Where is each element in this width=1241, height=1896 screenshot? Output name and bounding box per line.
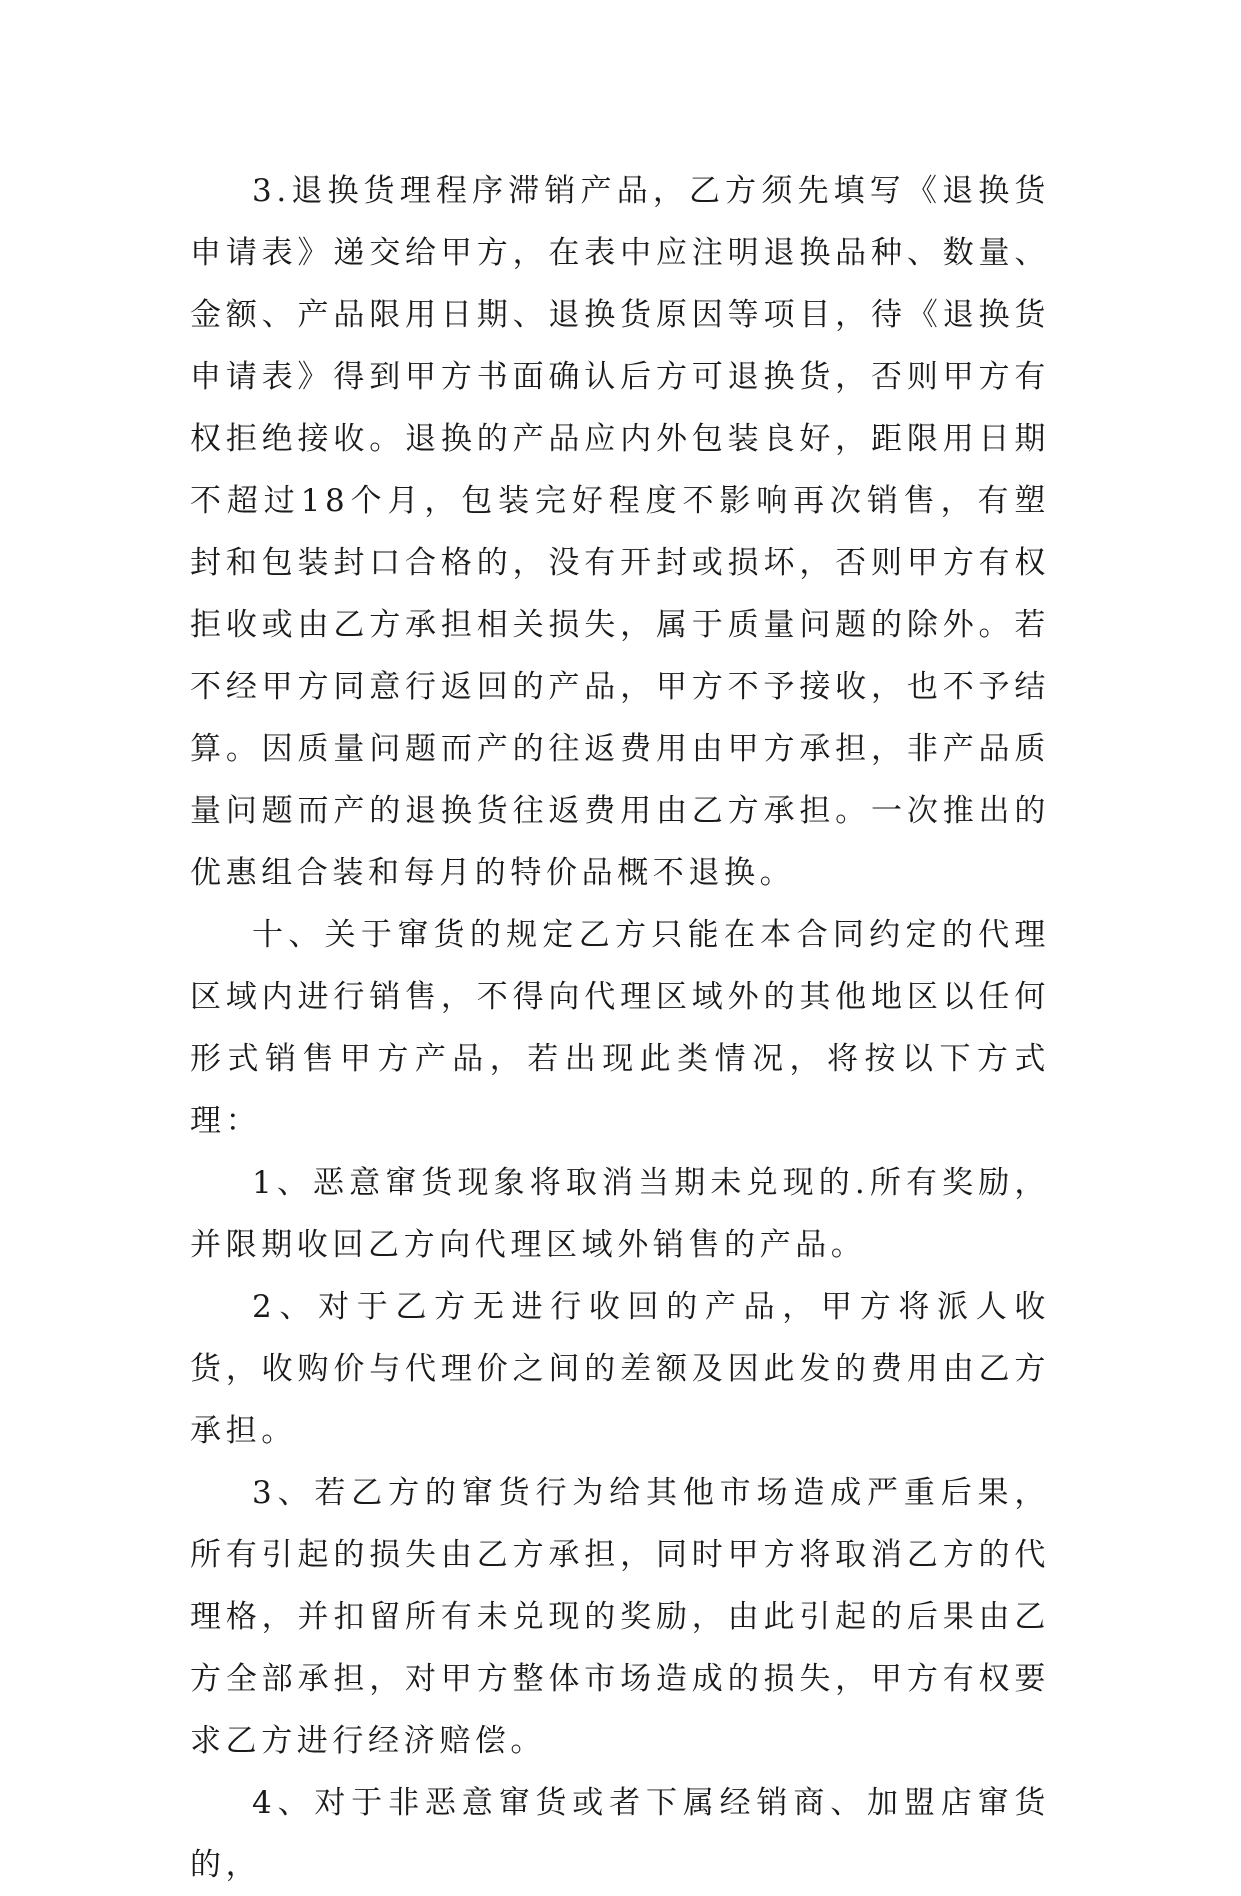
paragraph-cross-region-rules: 十、关于窜货的规定乙方只能在本合同约定的代理区域内进行销售，不得向代理区域外的其他地区以任何形式销售甲方产品，若出现此类情况，将按以下方式理： (190, 917, 1050, 1139)
paragraph-item-2: 2、对于乙方无进行收回的产品，甲方将派人收货，收购价与代理价之间的差额及因此发的费用由乙方承担。 (190, 1289, 1050, 1449)
paragraph-return-procedure: 3.退换货理程序滞销产品，乙方须先填写《退换货申请表》递交给甲方，在表中应注明退换品种、数量、金额、产品限用日期、退换货原因等项目，待《退换货申请表》得到甲方书面确认后方可退换货，否则甲方有权拒绝接收。退换的产品应内外包装良好，距限用日期不超过18个月，包装完好程度不影响再次销售，有塑封和包装封口合格的，没有开封或损坏，否则甲方有权拒收或由乙方承担相关损失，属于质量问题的除外。若不经甲方同意行返回的产品，甲方不予接收，也不予结算。因质量问题而产的往返费用由甲方承担，非产品质量问题而产的退换货往返费用由乙方承担。一次推出的优惠组合装和每月的特价品概不退换。 (190, 173, 1050, 891)
document-body (190, 160, 1050, 1896)
paragraph-item-3: 3、若乙方的窜货行为给其他市场造成严重后果，所有引起的损失由乙方承担，同时甲方将取消乙方的代理格，并扣留所有未兑现的奖励，由此引起的后果由乙方全部承担，对甲方整体市场造成的损失，甲方有权要求乙方进行经济赔偿。 (190, 1475, 1050, 1759)
paragraph-item-4: 4、对于非恶意窜货或者下属经销商、加盟店窜货的， (190, 1785, 1050, 1883)
paragraph-item-1: 1、恶意窜货现象将取消当期未兑现的.所有奖励，并限期收回乙方向代理区域外销售的产品。 (190, 1165, 1050, 1263)
